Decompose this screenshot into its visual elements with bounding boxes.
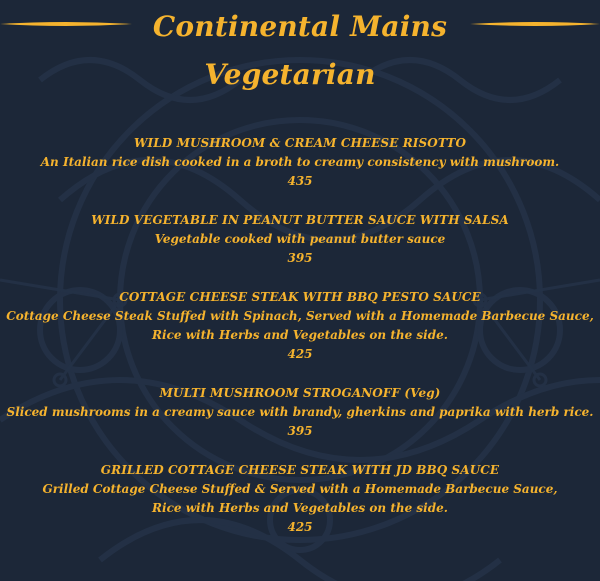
right-flourish-icon — [470, 20, 600, 28]
menu-item — [0, 134, 600, 191]
item-name: WILD VEGETABLE IN PEANUT BUTTER SAUCE WITH SALSA — [91, 213, 509, 227]
item-price: 395 — [287, 424, 313, 438]
menu-item — [0, 384, 600, 441]
item-description: An Italian rice dish cooked in a broth to creamy consistency with mushroom. — [40, 155, 560, 169]
item-name: COTTAGE CHEESE STEAK WITH BBQ PESTO SAUCE — [119, 290, 481, 304]
item-description: Sliced mushrooms in a creamy sauce with brandy, gherkins and paprika with herb rice. — [6, 405, 594, 419]
item-name: GRILLED COTTAGE CHEESE STEAK WITH JD BBQ SAUCE — [100, 463, 500, 477]
item-price: 425 — [287, 520, 313, 534]
menu-item — [0, 461, 600, 537]
menu-item-list — [0, 134, 600, 557]
item-description: Vegetable cooked with peanut butter sauce — [154, 232, 446, 246]
item-price: 425 — [287, 347, 313, 361]
item-name: WILD MUSHROOM & CREAM CHEESE RISOTTO — [133, 136, 467, 150]
section-title: Continental Mains — [152, 10, 448, 43]
item-price: 435 — [287, 174, 313, 188]
menu-header — [0, 0, 600, 110]
item-name: MULTI MUSHROOM STROGANOFF (Veg) — [159, 386, 441, 400]
menu-item — [0, 211, 600, 268]
section-subtitle: Vegetarian — [204, 58, 376, 91]
menu-item — [0, 288, 600, 364]
item-description: Grilled Cottage Cheese Stuffed & Served with a Homemade Barbecue Sauce, Rice with Herbs and Vegetables on the side. — [42, 482, 558, 515]
item-description: Cottage Cheese Steak Stuffed with Spinach, Served with a Homemade Barbecue Sauce, Rice with Herbs and Vegetables on the side. — [6, 309, 594, 342]
item-price: 395 — [287, 251, 313, 265]
